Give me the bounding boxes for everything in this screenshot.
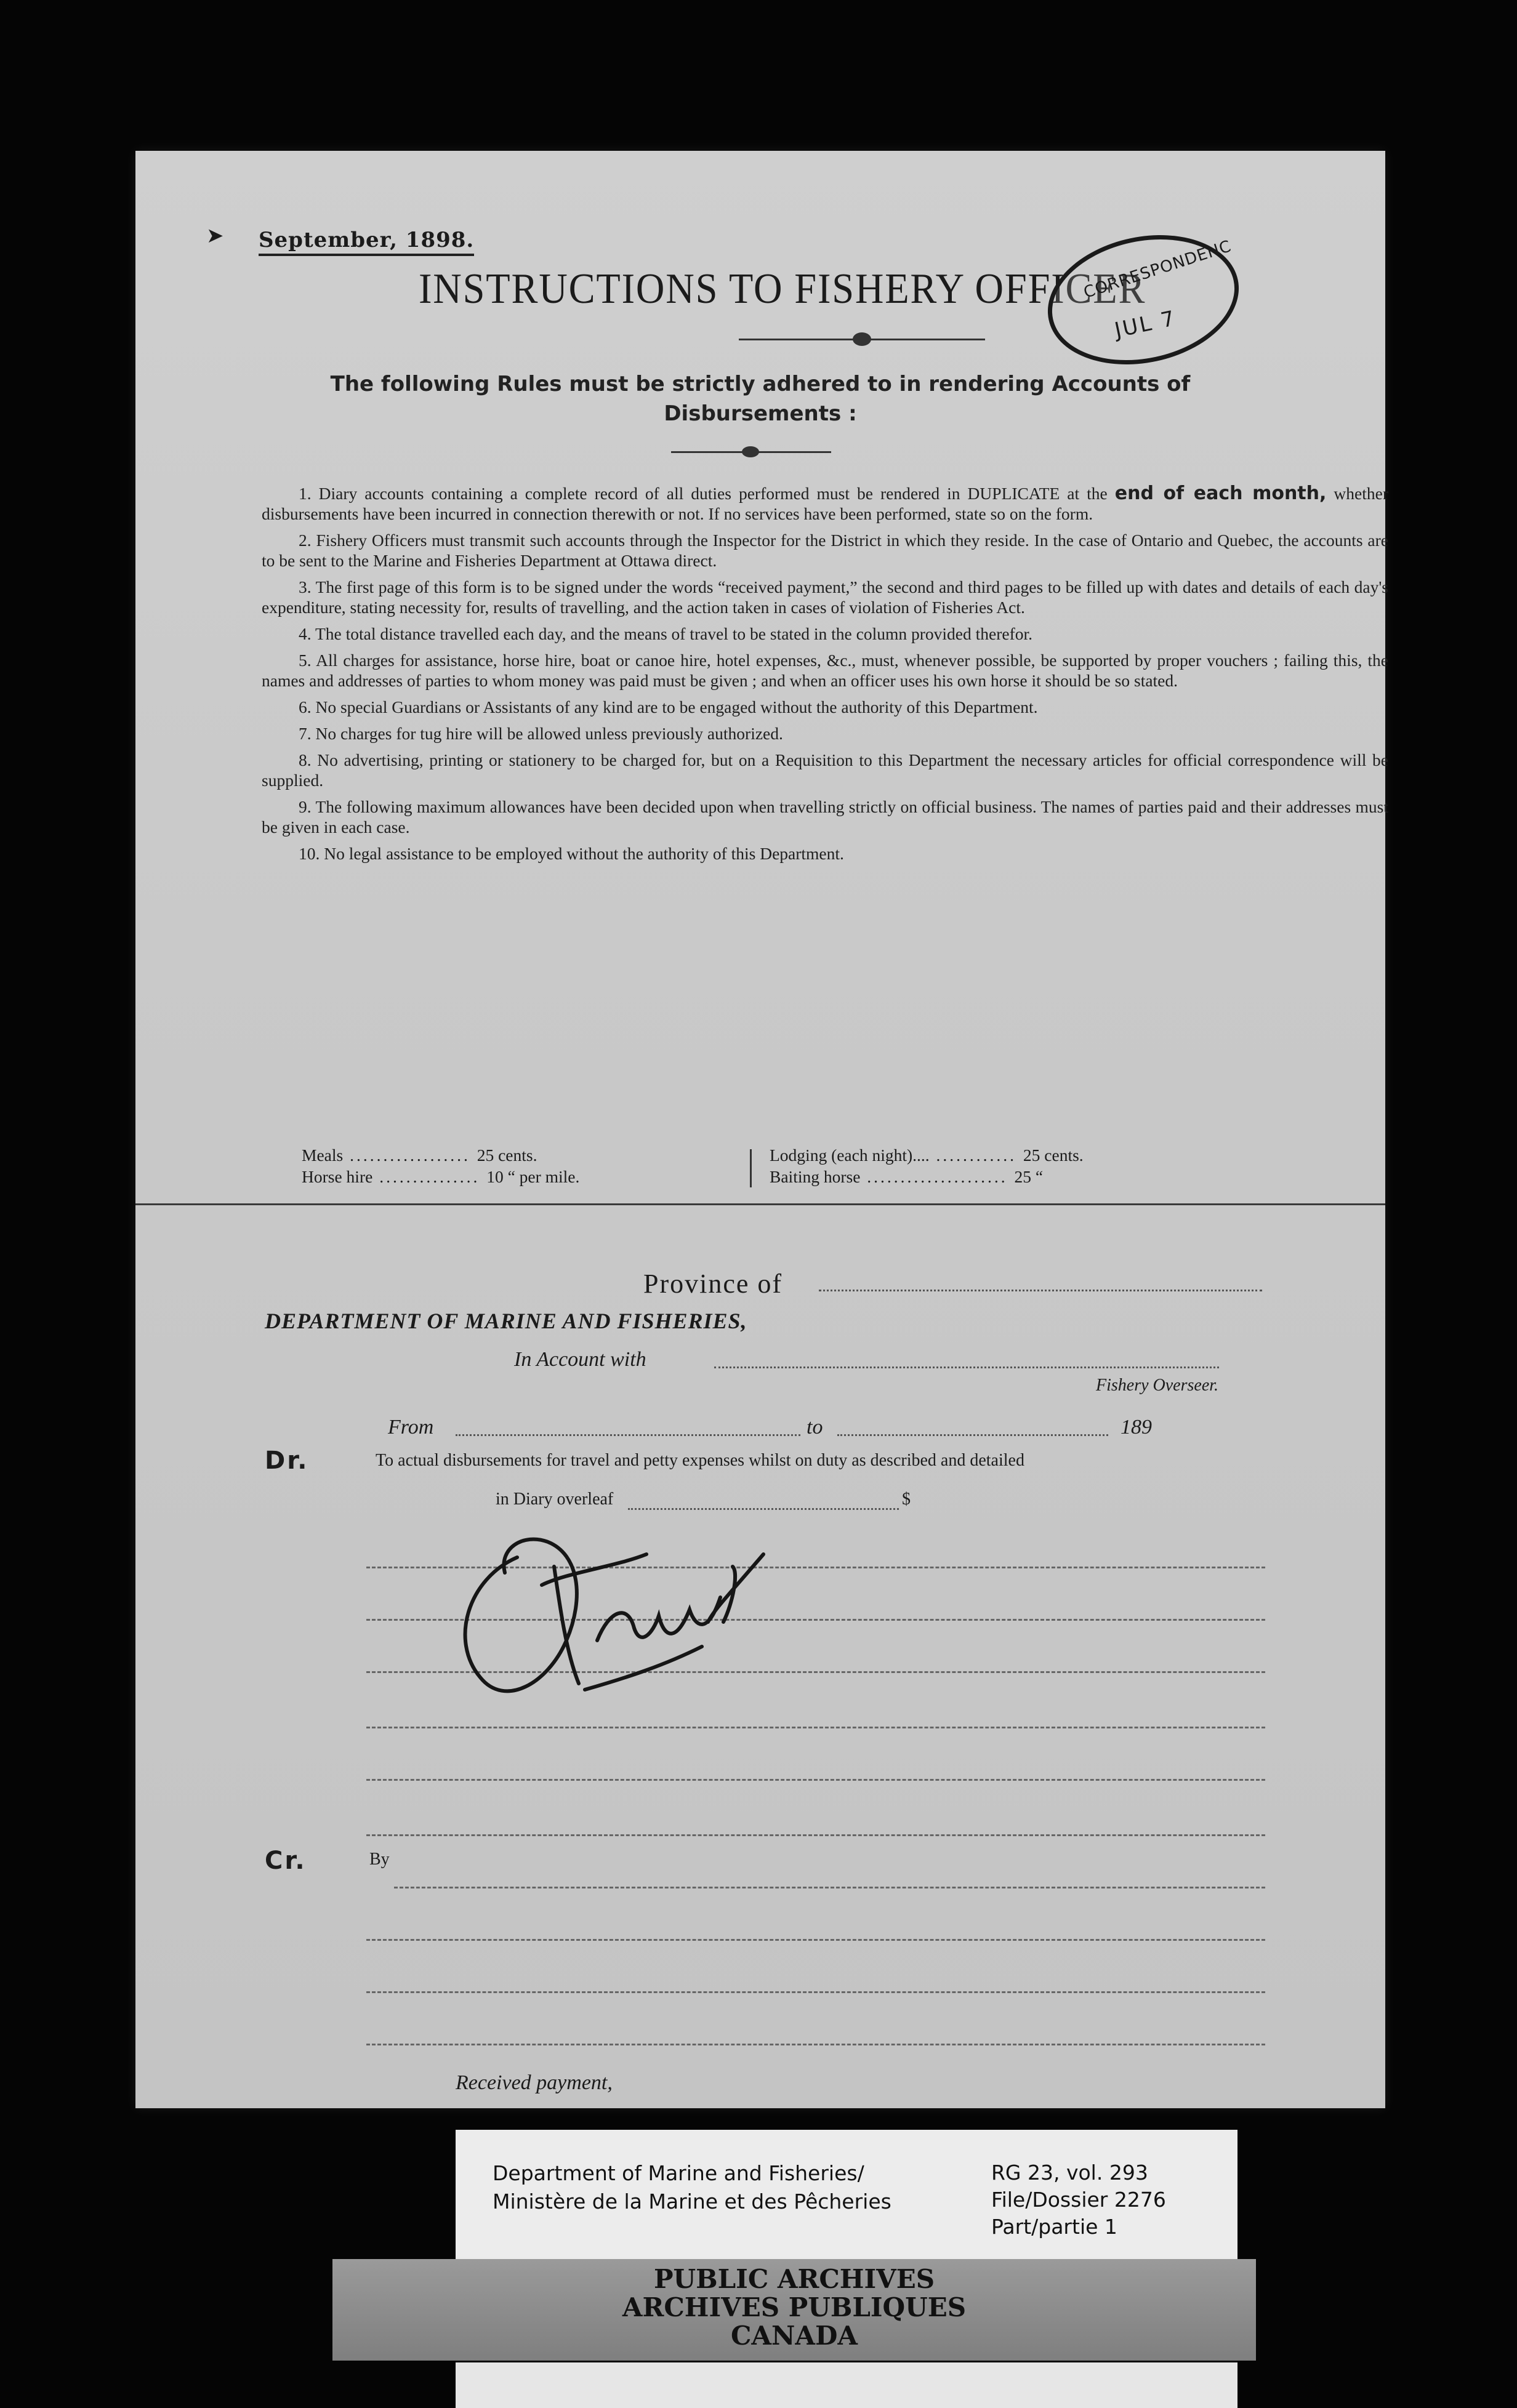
allowance-horse-hire: Horse hire ............... 10 “ per mile. xyxy=(302,1167,580,1186)
allowance-baiting: Baiting horse ..................... 25 “ xyxy=(770,1167,1044,1186)
department-names xyxy=(493,2159,891,2216)
province-label: Province of xyxy=(643,1269,783,1299)
record-group-info xyxy=(991,2159,1166,2241)
part-number: Part/partie 1 xyxy=(991,2215,1117,2239)
credit-line-2[interactable] xyxy=(366,1939,1265,1941)
credit-line-4[interactable] xyxy=(366,2044,1265,2045)
pointer-mark: ➤ xyxy=(206,225,224,247)
debit-label: Dr. xyxy=(265,1447,309,1475)
department-heading: DEPARTMENT OF MARINE AND FISHERIES, xyxy=(265,1309,747,1333)
rule-1: 1. Diary accounts containing a complete record of all duties performed must be rendered in DUPLICATE at the end of each month, whether disbursements have been incurred in connection therewith or not. If no services have been performed, state so on the form. xyxy=(262,483,1388,523)
public-archives-banner xyxy=(332,2259,1256,2361)
from-date-field[interactable] xyxy=(456,1434,800,1436)
subtitle-line-2: Disbursements : xyxy=(664,401,857,426)
from-label: From xyxy=(388,1416,434,1439)
department-name-en: Department of Marine and Fisheries/ xyxy=(493,2161,864,2185)
archive-reference-label xyxy=(456,2130,1237,2259)
subtitle-line-1: The following Rules must be strictly adhered to in rendering Accounts of xyxy=(330,372,1191,396)
rule-3: 3. The first page of this form is to be signed under the words “received payment,” the second and third pages to be filled up with dates and details of each day's expenditure, stating necessity for, results of travelling, and the action taken in cases of violation of Fisheries Act. xyxy=(262,577,1388,617)
file-dossier: File/Dossier 2276 xyxy=(991,2188,1166,2212)
subtitle xyxy=(135,369,1385,428)
rule-6: 6. No special Guardians or Assistants of any kind are to be engaged without the authority of this Department. xyxy=(299,697,1038,716)
overseer-label: Fishery Overseer. xyxy=(1096,1376,1219,1395)
page-title: INSTRUCTIONS TO FISHERY OFFICER xyxy=(419,265,1146,313)
stamp-text: CORRESPONDENC xyxy=(1081,237,1234,302)
to-label: to xyxy=(807,1416,823,1439)
debit-line-5[interactable] xyxy=(366,1779,1265,1781)
in-account-label: In Account with xyxy=(514,1348,646,1371)
rule-9: 9. The following maximum allowances have been decided upon when travelling strictly on official business. The names of parties paid and their addresses must be given in each case. xyxy=(262,797,1388,837)
rule-1-emphasis: end of each month, xyxy=(1114,483,1327,504)
allowance-divider xyxy=(750,1149,752,1187)
allowance-meals: Meals .................. 25 cents. xyxy=(302,1146,537,1165)
ornament-diamond-icon xyxy=(853,332,871,346)
rule-4: 4. The total distance travelled each day, and the means of travel to be stated in the column provided therefor. xyxy=(299,624,1033,643)
record-group: RG 23, vol. 293 xyxy=(991,2161,1148,2185)
form-date: September, 1898. xyxy=(259,228,474,256)
debit-line-6[interactable] xyxy=(366,1834,1265,1836)
bottom-strip xyxy=(456,2362,1237,2408)
account-with-field[interactable] xyxy=(714,1367,1219,1368)
form-page xyxy=(135,151,1388,2108)
rules-list xyxy=(262,483,1394,870)
rule-10: 10. No legal assistance to be employed without the authority of this Department. xyxy=(299,844,844,863)
by-label: By xyxy=(369,1850,390,1869)
handwritten-signature xyxy=(443,1499,874,1733)
banner-line-1: PUBLIC ARCHIVES xyxy=(653,2264,935,2294)
credit-line-1[interactable] xyxy=(394,1887,1265,1888)
to-date-field[interactable] xyxy=(837,1434,1108,1436)
credit-line-3[interactable] xyxy=(366,1991,1265,1993)
rule-8: 8. No advertising, printing or stationery to be charged for, but on a Requisition to this Department the necessary articles for official correspondence will be supplied. xyxy=(262,750,1388,790)
province-field[interactable] xyxy=(819,1290,1262,1291)
banner-line-3: CANADA xyxy=(730,2321,858,2351)
credit-label: Cr. xyxy=(265,1847,307,1875)
section-divider xyxy=(135,1203,1385,1205)
debit-description: To actual disbursements for travel and petty expenses whilst on duty as described and detailed xyxy=(376,1451,1024,1470)
year-label: 189 xyxy=(1121,1416,1152,1439)
banner-line-2: ARCHIVES PUBLIQUES xyxy=(622,2292,967,2322)
rule-2: 2. Fishery Officers must transmit such accounts through the Inspector for the District in which they reside. In the case of Ontario and Quebec, the accounts are to be sent to the Marine and Fisheries Department at Ottawa direct. xyxy=(262,531,1388,570)
stamp-date: JUL 7 xyxy=(1112,305,1179,343)
department-name-fr: Ministère de la Marine et des Pêcheries xyxy=(493,2189,891,2213)
rule-7: 7. No charges for tug hire will be allowed unless previously authorized. xyxy=(299,724,783,743)
diary-overleaf-label: in Diary overleaf xyxy=(496,1490,614,1509)
received-payment-label: Received payment, xyxy=(456,2071,613,2094)
ornament-diamond-icon xyxy=(742,446,759,457)
allowance-lodging: Lodging (each night).... ............ 25 cents. xyxy=(770,1146,1084,1165)
rule-5: 5. All charges for assistance, horse hire, boat or canoe hire, hotel expenses, &c., must, whenever possible, be supported by proper vouchers ; failing this, the names and addresses of parties to whom money was paid must be given ; and when an officer uses his own horse it should be so stated. xyxy=(262,651,1388,690)
dollar-sign: $ xyxy=(902,1490,911,1509)
